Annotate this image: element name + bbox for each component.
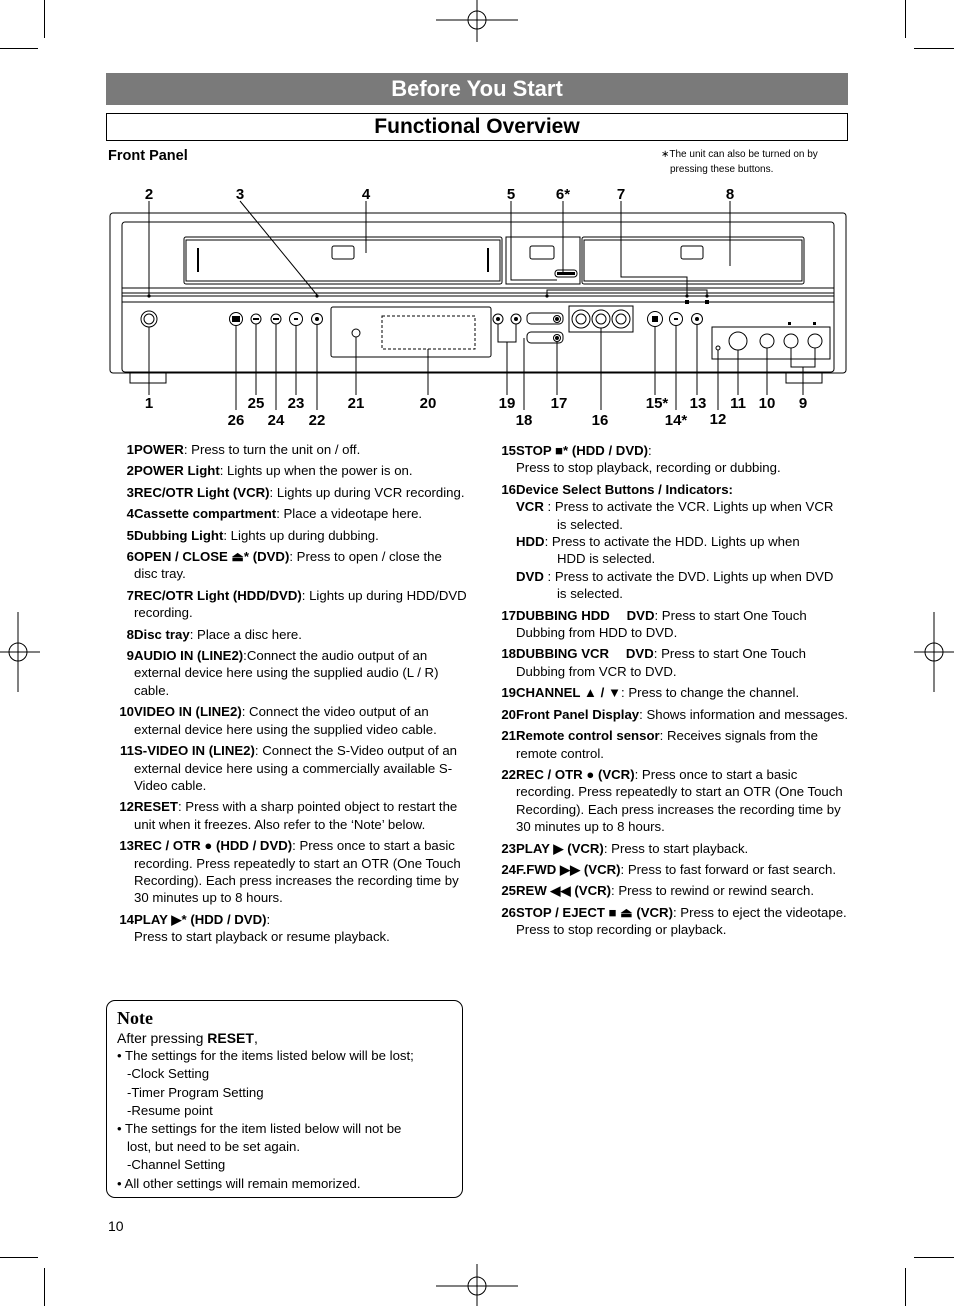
item-title: Disc tray [134, 626, 190, 642]
note-bullet-continued: lost, but need to be set again. [127, 1139, 301, 1155]
crop-mark [44, 1268, 45, 1306]
items-right-column [490, 442, 850, 943]
asterisk-note-line: ∗The unit can also be turned on by [661, 149, 818, 160]
list-item: 13 REC / OTR ● (HDD / DVD): Press once to start a basic recording. Press repeatedly to start an OTR (One Touch Recording). Each press increases the recording time by 30 minutes up to 8 hours. [119, 838, 461, 906]
list-item: 4 Cassette compartment: Place a videotape here. [126, 506, 423, 522]
callout-label: 5 [506, 186, 516, 203]
item-title: REC / OTR ● (HDD / DVD) [134, 838, 293, 854]
item-title: DUBBING VCR DVD [516, 646, 654, 662]
callout-label: 23 [287, 395, 305, 412]
cassette-flap-slot [332, 246, 354, 259]
list-item: 8 Disc tray: Place a disc here. [126, 626, 302, 642]
item-title: REC / OTR ● (VCR) [516, 766, 635, 782]
cassette-compartment [184, 237, 502, 284]
front-panel-display [382, 316, 475, 349]
callout-label: 18 [515, 412, 533, 429]
registration-mark-icon [914, 612, 954, 692]
right-foot [786, 373, 822, 383]
item-text: : Place a videotape here. [276, 506, 423, 522]
item-text: : Lights up during VCR recording. [269, 484, 465, 500]
item-text: Press to stop playback, recording or dubbing. [516, 460, 781, 476]
callout-label: 26 [227, 412, 245, 429]
s-video-jack [729, 332, 747, 350]
callout-label: 3 [235, 186, 245, 203]
front-panel-diagram [0, 0, 954, 440]
left-foot [130, 373, 166, 383]
note-detail: -Channel Setting [127, 1157, 226, 1173]
callout-label: 25 [247, 395, 265, 412]
list-item: 9 AUDIO IN (LINE2):Connect the audio output of an external device here using the supplied audio (L / R) cable. [126, 648, 439, 698]
list-item: 22 REC / OTR ● (VCR): Press once to start a basic recording. Press repeatedly to start an OTR (One Touch Recording). Each press increases the recording time by 30 minutes up to 8 hours. [501, 766, 843, 835]
item-text: : Place a disc here. [189, 626, 302, 642]
item-text: : Press with a sharp pointed object to restart the unit when it freezes. Also refer to the ‘Note’ below. [134, 799, 458, 832]
item-text: : Press to start One Touch Dubbing from VCR to DVD. [516, 646, 806, 679]
item-text: Press to start playback or resume playback. [134, 929, 390, 945]
callout-label: 8 [725, 186, 735, 203]
dvd-select-button [612, 310, 630, 328]
front-panel-heading: Front Panel [108, 148, 188, 164]
item-title: REW ◀◀ (VCR) [516, 883, 612, 899]
item-title: VIDEO IN (LINE2) [134, 704, 242, 720]
note-bullet: • All other settings will remain memorized. [117, 1175, 361, 1191]
item-title: POWER [134, 442, 184, 457]
disc-tray-slot [681, 246, 703, 259]
power-button [141, 311, 157, 327]
item-text: : Connect the S-Video output of an external device here using a commercially available S-Video cable. [134, 743, 458, 793]
list-item: 14 PLAY ▶* (HDD / DVD): Press to start playback or resume playback. [119, 911, 390, 945]
item-title: RESET [134, 799, 178, 815]
item-title: CHANNEL ▲ / ▼ [516, 685, 621, 701]
hdd-select-button [592, 310, 610, 328]
callout-label: 12 [709, 411, 727, 428]
device-select-entry: HDD: Press to activate the HDD. Lights up when HDD is selected. [516, 534, 800, 567]
item-text: : [648, 443, 652, 458]
item-title: Cassette compartment [134, 506, 277, 522]
item-text: : Press to change the channel. [621, 685, 800, 701]
item-text: :Connect the audio output of an external device here using the supplied audio (L / R) cable. [134, 648, 439, 698]
items-left-column [108, 441, 468, 950]
item-title: REC/OTR Light (HDD/DVD) [134, 587, 302, 603]
note-bullet: • The settings for the item listed below will not be [117, 1121, 402, 1137]
note-title: Note [117, 1008, 153, 1028]
list-item: 10 VIDEO IN (LINE2): Connect the video output of an external device here using the supplied video cable. [119, 704, 437, 737]
item-title: Remote control sensor [516, 728, 660, 744]
audio-r-jack [808, 334, 822, 348]
item-title: REC/OTR Light (VCR) [134, 484, 270, 500]
item-text: : Lights up when the power is on. [219, 463, 413, 479]
list-item: 2 POWER Light: Lights up when the power is on. [126, 463, 413, 479]
list-item: 5 Dubbing Light: Lights up during dubbing. [126, 527, 379, 543]
item-title: DUBBING HDD DVD [516, 607, 655, 623]
item-text: : [266, 911, 271, 927]
item-text: : Receives signals from the remote control. [516, 728, 818, 761]
item-text: : Shows information and messages. [639, 706, 849, 722]
item-title: POWER Light [134, 463, 220, 479]
callout-label: 21 [347, 395, 365, 412]
note-box [106, 1000, 463, 1198]
vcr-select-button [572, 310, 590, 328]
list-item: 12 RESET: Press with a sharp pointed object to restart the unit when it freezes. Also refer to the ‘Note’ below. [119, 799, 458, 832]
chapter-header: Before You Start [106, 73, 848, 105]
crop-mark [905, 1268, 906, 1306]
list-item: 21 Remote control sensor: Receives signals from the remote control. [501, 728, 818, 761]
section-title: Functional Overview [106, 113, 848, 141]
item-text: : Connect the video output of an external device here using the supplied video cable. [134, 704, 437, 737]
item-text: : Press once to start a basic recording. Press repeatedly to start an OTR (One Touch Recording). Each press increases the recording time by 30 minutes up to 8 hours. [516, 766, 843, 835]
note-bullet: • The settings for the items listed below will be lost; [117, 1048, 414, 1064]
item-text: : Press to fast forward or fast search. [620, 861, 837, 877]
note-intro: After pressing RESET, [117, 1030, 258, 1046]
list-item: 11 S-VIDEO IN (LINE2): Connect the S-Video output of an external device here using a commercially available S-Video cable. [120, 743, 458, 793]
item-text: : Press to eject the videotape. Press to stop recording or playback. [516, 904, 847, 938]
item-text: : Press once to start a basic recording. Press repeatedly to start an OTR (One Touch Recording). Each press increases the recording time by 30 minutes up to 8 hours. [134, 838, 461, 906]
callout-label: 19 [498, 395, 516, 412]
callout-label: 15* [645, 395, 669, 412]
item-title: PLAY ▶* (HDD / DVD) [134, 911, 267, 927]
item-text: : Press to open / close the disc tray. [134, 549, 442, 582]
list-item: 7 REC/OTR Light (HDD/DVD): Lights up during HDD/DVD recording. [126, 587, 467, 621]
crop-mark [0, 1257, 38, 1258]
item-title: Device Select Buttons / Indicators: [516, 481, 733, 497]
item-text: : Lights up during HDD/DVD recording. [134, 587, 467, 621]
page-number: 10 [108, 1218, 124, 1234]
list-item: 6 OPEN / CLOSE ⏏* (DVD): Press to open / close the disc tray. [126, 549, 442, 582]
callout-label: 17 [550, 395, 568, 412]
callout-label: 2 [144, 186, 154, 203]
list-item: 25 REW ◀◀ (VCR): Press to rewind or rewind search. [501, 883, 815, 899]
callout-label: 16 [591, 412, 609, 429]
item-text: : Press to turn the unit on / off. [183, 442, 361, 457]
item-title: F.FWD ▶▶ (VCR) [516, 861, 621, 877]
callout-label: 11 [730, 395, 746, 412]
item-text: : Press to start One Touch Dubbing from HDD to DVD. [516, 607, 807, 641]
callout-label: 6* [555, 186, 571, 203]
note-detail: -Resume point [127, 1102, 213, 1118]
item-text: : Lights up during dubbing. [223, 527, 379, 543]
callout-label: 4 [361, 186, 371, 203]
note-detail: -Timer Program Setting [127, 1084, 264, 1100]
list-item: 23 PLAY ▶ (VCR): Press to start playback. [501, 840, 749, 856]
item-title: STOP / EJECT ■ ⏏ (VCR) [516, 904, 673, 920]
remote-sensor [352, 329, 360, 337]
item-title: AUDIO IN (LINE2) [134, 648, 244, 664]
asterisk-note-line: pressing these buttons. [670, 164, 774, 175]
list-item: 3 REC/OTR Light (VCR): Lights up during VCR recording. [126, 484, 465, 500]
item-title: PLAY ▶ (VCR) [516, 840, 604, 856]
list-item: 26 STOP / EJECT ■ ⏏ (VCR): Press to eject the videotape. Press to stop recording or playback. [501, 904, 847, 938]
callout-label: 14* [664, 412, 688, 429]
callout-label: 13 [689, 395, 707, 412]
item-title: S-VIDEO IN (LINE2) [134, 743, 255, 759]
item-title: Front Panel Display [516, 706, 640, 722]
reset-hole [716, 346, 720, 350]
item-text: : Press to start playback. [603, 840, 749, 856]
callout-label: 7 [616, 186, 626, 203]
video-jack [760, 334, 774, 348]
device-select-entry: VCR : Press to activate the VCR. Lights up when VCR is selected. [516, 499, 834, 532]
crop-mark [914, 1257, 954, 1258]
list-item: 16 Device Select Buttons / Indicators: VCR : Press to activate the VCR. Lights up when VCR is selected. HDD: Press to activate the HDD. Lights up when HDD is selected. DVD : Press to activate the DVD. Lights up when DVD is selected. [490, 481, 850, 603]
list-item: 20 Front Panel Display: Shows information and messages. [501, 706, 849, 722]
item-title: OPEN / CLOSE ⏏* (DVD) [134, 549, 290, 565]
list-item: 19 CHANNEL ▲ / ▼: Press to change the channel. [501, 685, 800, 701]
registration-mark-icon [0, 612, 40, 692]
list-item: 18 DUBBING VCR DVD: Press to start One Touch Dubbing from VCR to DVD. [501, 646, 806, 679]
registration-mark-icon [436, 1262, 518, 1306]
item-title: STOP ■* (HDD / DVD) [516, 443, 649, 458]
audio-l-jack [784, 334, 798, 348]
list-item: 24 F.FWD ▶▶ (VCR): Press to fast forward or fast search. [501, 861, 837, 877]
note-detail: -Clock Setting [127, 1066, 210, 1082]
list-item: 15 STOP ■* (HDD / DVD): Press to stop playback, recording or dubbing. [501, 443, 781, 476]
callout-label: 24 [267, 412, 285, 429]
callout-label: 10 [758, 395, 776, 412]
callout-label: 9 [798, 395, 808, 412]
callout-label: 20 [419, 395, 437, 412]
unit-front-face [122, 222, 834, 372]
callout-label: 1 [144, 395, 154, 412]
disc-tray [582, 237, 804, 284]
item-title: Dubbing Light [134, 527, 224, 543]
item-text: : Press to rewind or rewind search. [611, 883, 815, 899]
device-select-entry: DVD : Press to activate the DVD. Lights up when DVD is selected. [516, 568, 834, 602]
list-item: 17 DUBBING HDD DVD: Press to start One Touch Dubbing from HDD to DVD. [501, 607, 807, 641]
callout-label: 22 [308, 412, 326, 429]
list-item: 1 POWER: Press to turn the unit on / off. [126, 442, 361, 457]
